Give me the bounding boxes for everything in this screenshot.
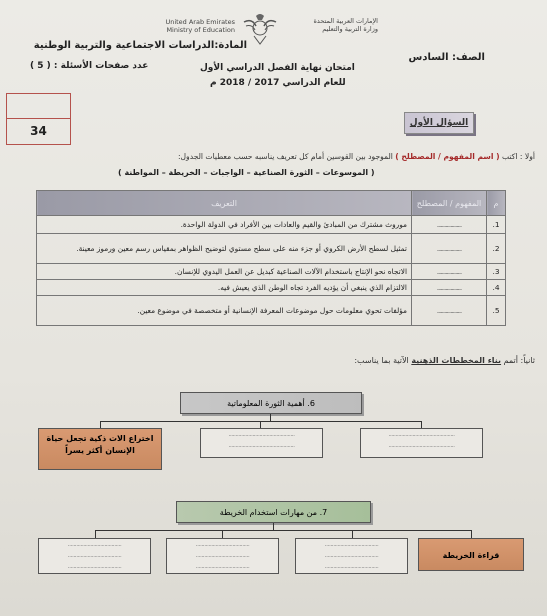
- header-arabic: [283, 17, 378, 33]
- q2-instruction-rest: الآتية بما يناسب:: [354, 356, 409, 365]
- mindmap6-drop-2: [260, 421, 261, 428]
- q1-instruction-rest: الموجود بين القوسين أمام كل تعريف يناسبه حسب معطيات الجدول:: [177, 152, 393, 161]
- answer-blank[interactable]: ....................: [412, 280, 487, 296]
- table-header-row: [37, 191, 506, 216]
- mindmap7-filled-leaf: قراءة الخريطة: [418, 538, 524, 571]
- definitions-table: [36, 190, 506, 326]
- word-bank: ( الموسوعات – الثورة الصناعية – الواجبات – الخريطة – المواطنة ): [118, 168, 375, 177]
- table-row: [37, 264, 506, 280]
- row-definition: الاتجاه نحو الإنتاج باستخدام الآلات الصناعية كبديل عن العمل اليدوي للإنسان.: [37, 264, 412, 280]
- q2-instruction: [354, 356, 535, 365]
- header-country-en: United Arab Emirates: [165, 18, 235, 26]
- header-english: [150, 18, 235, 34]
- academic-year: للعام الدراسي 2017 / 2018 م: [210, 78, 346, 88]
- table-row: [37, 280, 506, 296]
- mindmap7-branch-line: [95, 530, 471, 531]
- mindmap7-blank-leaf[interactable]: [38, 538, 151, 574]
- col-definition-header: التعريف: [37, 191, 412, 216]
- blank-line: ...............................................: [228, 442, 295, 449]
- blank-line: ......................................: [324, 563, 379, 570]
- mindmap7-drop-1: [95, 530, 96, 538]
- blank-line: ......................................: [195, 541, 250, 548]
- blank-line: ...............................................: [388, 442, 455, 449]
- grade-label: الصف: السادس: [408, 52, 485, 63]
- blank-line: ......................................: [67, 552, 122, 559]
- mindmap7-drop-3: [352, 530, 353, 538]
- subject-label: المادة:الدراسات الاجتماعية والتربية الوطنية: [33, 40, 247, 51]
- header-country-ar: الإمارات العربية المتحدة: [313, 17, 378, 25]
- answer-blank[interactable]: ....................: [412, 296, 487, 326]
- mindmap6-blank-leaf[interactable]: [200, 428, 323, 458]
- q1-instruction-prefix: أولا : اكتب: [502, 152, 535, 161]
- mindmap6-drop-1: [100, 421, 101, 428]
- mindmap7-blank-leaf[interactable]: [295, 538, 408, 574]
- table-row: [37, 216, 506, 234]
- answer-blank[interactable]: ....................: [412, 264, 487, 280]
- answer-blank[interactable]: ....................: [412, 234, 487, 264]
- blank-line: ......................................: [195, 552, 250, 559]
- mindmap6-branch-line: [100, 421, 422, 422]
- mindmap7-drop-4: [471, 530, 472, 538]
- blank-line: ...............................................: [228, 431, 295, 438]
- mindmap7-topic: 7. من مهارات استخدام الخريطة: [176, 501, 371, 523]
- answer-blank[interactable]: ....................: [412, 216, 487, 234]
- mindmap6-topic: 6. أهمية الثورة المعلوماتية: [180, 392, 362, 414]
- row-definition: مؤلفات تحوي معلومات حول موضوعات المعرفة الإنسانية أو متخصصة في موضوع معين.: [37, 296, 412, 326]
- score-box: [6, 93, 71, 145]
- row-number: 5.: [487, 296, 506, 326]
- exam-title: امتحان نهاية الفصل الدراسي الأول: [200, 63, 355, 73]
- col-term-header: المفهوم / المصطلح: [412, 191, 487, 216]
- q2-instruction-term: بناء المخططات الذهنية: [411, 356, 502, 365]
- row-definition: موروث مشترك من المبادئ والقيم والعادات بين الأفراد في الدولة الواحدة.: [37, 216, 412, 234]
- mindmap6-filled-leaf: اختراع الات ذكية تجعل حياة الإنسان أكثر يسراً: [38, 428, 162, 470]
- score-value: 34: [30, 124, 47, 138]
- q1-instruction: [178, 152, 535, 161]
- mindmap7-blank-leaf[interactable]: [166, 538, 279, 574]
- header-ministry-ar: وزارة التربية والتعليم: [322, 25, 378, 33]
- question-one-badge: السؤال الأول: [404, 112, 474, 134]
- row-number: 1.: [487, 216, 506, 234]
- blank-line: ......................................: [324, 541, 379, 548]
- q1-instruction-term: ( اسم المفهوم / المصطلح ): [395, 152, 500, 161]
- mindmap6-drop-3: [421, 421, 422, 428]
- table-row: [37, 296, 506, 326]
- pages-count: عدد صفحات الأسئلة : ( 5 ): [30, 61, 149, 71]
- table-row: [37, 234, 506, 264]
- row-definition: تمثيل لسطح الأرض الكروي أو جزء منه على سطح مستوي لتوضيح الظواهر بمقياس رسم معين ورموز معينة.: [37, 234, 412, 264]
- blank-line: ......................................: [195, 563, 250, 570]
- row-definition: الالتزام الذي ينبغي أن يؤديه الفرد تجاه الوطن الذي يعيش فيه.: [37, 280, 412, 296]
- col-number-header: م: [487, 191, 506, 216]
- blank-line: ......................................: [67, 563, 122, 570]
- score-box-top: [7, 94, 70, 119]
- header-ministry-en: Ministry of Education: [166, 26, 235, 34]
- blank-line: ......................................: [67, 541, 122, 548]
- row-number: 4.: [487, 280, 506, 296]
- row-number: 3.: [487, 264, 506, 280]
- mindmap6-blank-leaf[interactable]: [360, 428, 483, 458]
- blank-line: ...............................................: [388, 431, 455, 438]
- q2-instruction-prefix: ثانياً: أتمم: [503, 356, 535, 365]
- mindmap7-drop-2: [222, 530, 223, 538]
- blank-line: ......................................: [324, 552, 379, 559]
- row-number: 2.: [487, 234, 506, 264]
